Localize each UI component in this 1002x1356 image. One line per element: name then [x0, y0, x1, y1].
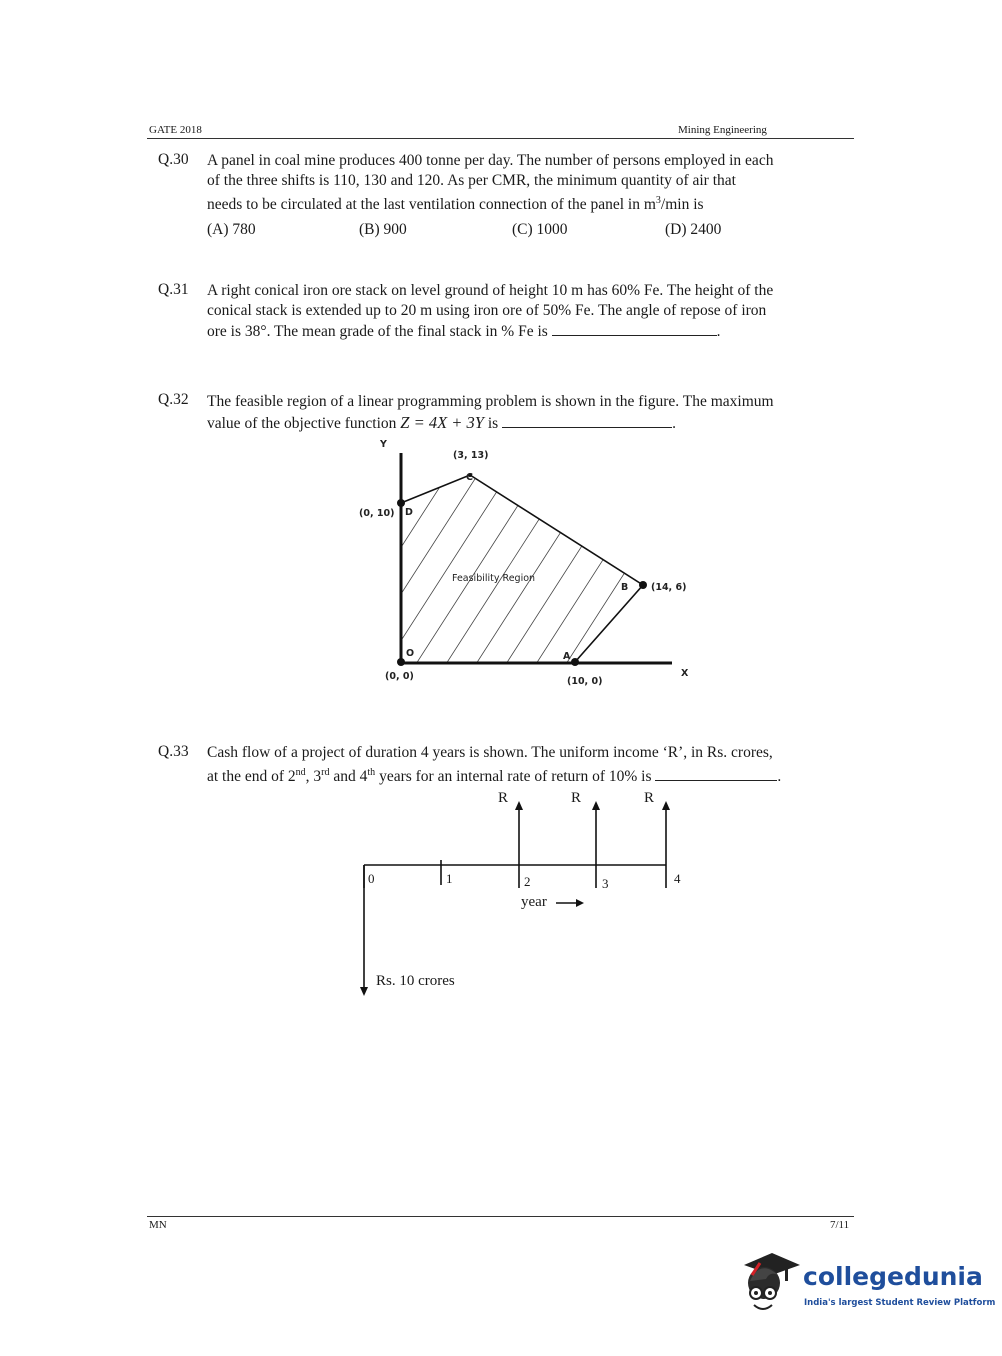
q30-line3sup: 3 [655, 195, 661, 206]
vertex-a [571, 658, 579, 666]
lp-point-d-name: D [405, 507, 413, 518]
year-label-3: 3 [602, 876, 609, 891]
q32-answer-blank [502, 413, 672, 428]
q33-answer-blank [655, 766, 777, 781]
lp-point-a-name: A [563, 651, 571, 662]
lp-hatching [340, 440, 720, 695]
q32-end: . [672, 415, 676, 432]
brand-name: collegedunia [803, 1262, 983, 1291]
q32-text [207, 391, 847, 434]
q33-sup3: th [367, 767, 376, 778]
q30-line1: A panel in coal mine produces 400 tonne per day. The number of persons employed in each [207, 152, 774, 169]
year-axis-label: year [521, 894, 547, 910]
q30-number: Q.30 [158, 151, 189, 168]
q30-option-c: (C) 1000 [512, 221, 568, 238]
q32-line2 [207, 412, 847, 434]
footer-rule [147, 1216, 854, 1217]
q30-option-b: (B) 900 [359, 221, 407, 238]
header-left: GATE 2018 [149, 124, 202, 136]
q30-option-d: (D) 2400 [665, 221, 722, 238]
q30-text [207, 151, 847, 215]
income-label-2: R [498, 790, 509, 806]
q32-line1: The feasible region of a linear programming problem is shown in the figure. The maximum [207, 393, 774, 410]
q31-line1: A right conical iron ore stack on level ground of height 10 m has 60% Fe. The height of the [207, 282, 774, 299]
q33-line1: Cash flow of a project of duration 4 years is shown. The uniform income ‘R’, in Rs. crores, [207, 744, 773, 761]
year-arrowhead [576, 899, 584, 907]
income-label-3: R [571, 790, 582, 806]
vertex-b [639, 581, 647, 589]
feasible-boundary [401, 475, 643, 662]
q30-line2: of the three shifts is 110, 130 and 120. As per CMR, the minimum quantity of air that [207, 172, 736, 189]
q30-line3 [207, 191, 847, 215]
q32-line2b: is [487, 415, 499, 432]
year-label-2: 2 [524, 874, 531, 889]
vertex-o [397, 658, 405, 666]
q33-line2d: years for an internal rate of return of 10% is [375, 768, 652, 786]
footer-right: 7/11 [830, 1219, 850, 1231]
lp-point-o-coord: (0, 0) [385, 671, 414, 682]
year-label-4: 4 [674, 871, 681, 886]
q33-line2a: at the end of 2 [207, 768, 296, 786]
lp-figure [340, 435, 720, 695]
q33-line2b: , 3 [305, 768, 322, 786]
q33-line2c: and 4 [329, 768, 368, 786]
lp-y-axis-label: Y [380, 439, 387, 450]
q31-line3 [207, 321, 847, 342]
lp-point-c-name: C [466, 472, 473, 483]
brand-tagline: India's largest Student Review Platform [804, 1298, 996, 1308]
inflow-arrowhead-4 [662, 801, 670, 810]
q33-line2 [207, 763, 852, 787]
lp-point-o-name: O [406, 648, 415, 659]
q30-line3a: needs to be circulated at the last ventilation connection of the panel in m [207, 196, 656, 214]
outflow-label: Rs. 10 crores [376, 973, 455, 989]
q31-end: . [716, 323, 721, 340]
vertex-d [397, 499, 405, 507]
collegedunia-mascot-logo [740, 1245, 802, 1323]
q30-line3b: /min is [660, 196, 704, 214]
income-label-4: R [644, 790, 655, 806]
q33-number: Q.33 [158, 743, 189, 760]
q33-sup2: rd [321, 767, 330, 778]
q30-option-a: (A) 780 [207, 221, 256, 238]
inflow-arrowhead-3 [592, 801, 600, 810]
inflow-arrowhead-2 [515, 801, 523, 810]
q33-sup1: nd [295, 767, 306, 778]
q31-text [207, 281, 847, 342]
q32-line2a: value of the objective function [207, 415, 397, 432]
lp-x-axis-label: X [681, 668, 689, 679]
lp-point-a-coord: (10, 0) [567, 676, 603, 687]
year-label-1: 1 [446, 871, 453, 886]
outflow-arrowhead [360, 987, 368, 996]
header-right: Mining Engineering [678, 124, 767, 136]
lp-point-b-coord: (14, 6) [651, 582, 687, 593]
footer-left: MN [149, 1219, 167, 1231]
q31-line3-text: ore is 38°. The mean grade of the final stack in % Fe is [207, 323, 548, 340]
cashflow-diagram [355, 795, 685, 1000]
q31-number: Q.31 [158, 281, 189, 298]
lp-region-label: Feasibility Region [452, 573, 536, 584]
q32-number: Q.32 [158, 391, 189, 408]
q33-text [207, 743, 852, 787]
lp-point-b-name: B [621, 582, 629, 593]
year-label-0: 0 [368, 871, 375, 886]
q32-formula: Z = 4X + 3Y [400, 413, 484, 432]
q31-answer-blank [552, 321, 717, 336]
q31-line2: conical stack is extended up to 20 m using iron ore of 50% Fe. The angle of repose of iron [207, 302, 767, 319]
lp-point-d-coord: (0, 10) [359, 508, 395, 519]
lp-point-c-coord: (3, 13) [453, 450, 489, 461]
header-rule [147, 138, 854, 139]
q33-end: . [777, 768, 782, 786]
